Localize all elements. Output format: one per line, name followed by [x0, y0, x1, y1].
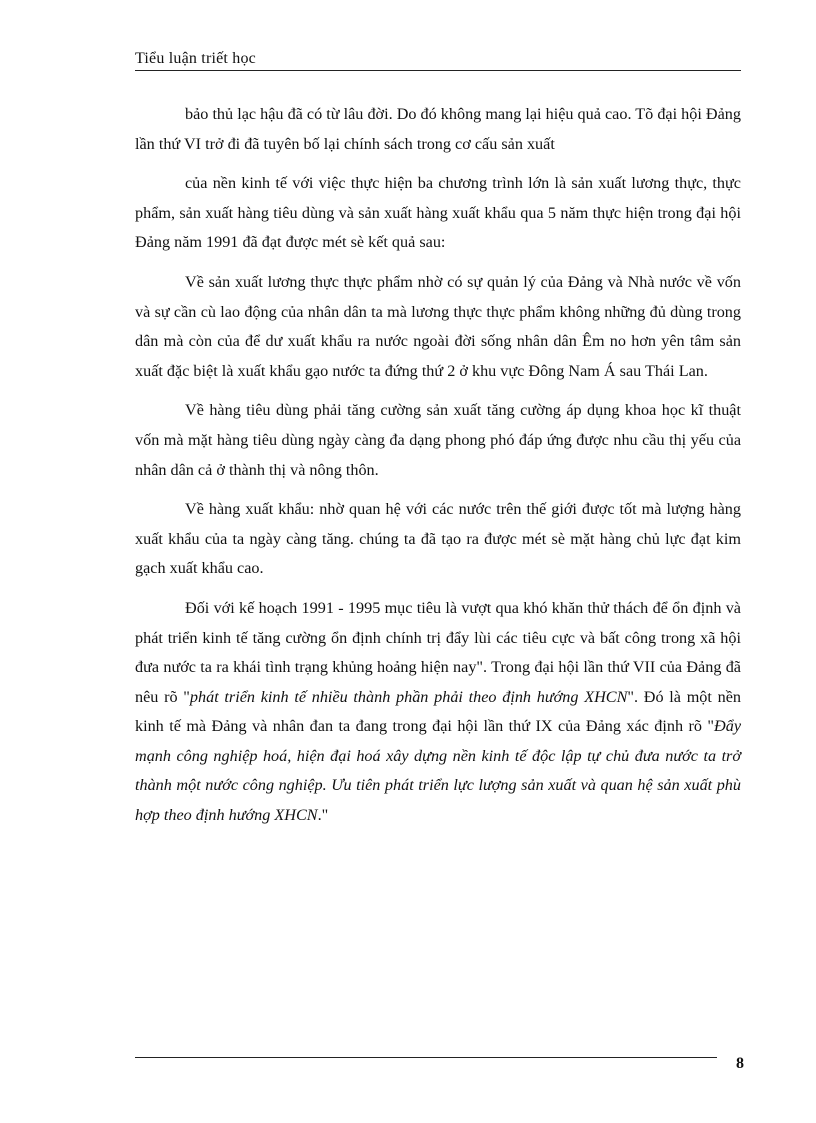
header-divider: [135, 70, 741, 71]
paragraph-6-quote-b: Đẩy mạnh công nghiệp hoá, hiện đại hoá xây dựng nền kinh tế độc lập tự chủ đưa nước ta trở thành một nước công nghiệp. Ưu tiên phát triển lực lượng sản xuất và quan hệ sản xuất phù hợp theo định hướng XHCN: [135, 717, 741, 825]
paragraph-2: của nền kinh tế với việc thực hiện ba chương trình lớn là sản xuất lương thực, thực phẩm, sản xuất hàng tiêu dùng và sản xuất hàng xuất khẩu qua 5 năm thực hiện trong đại hội Đảng năm 1991 đã đạt được mét sè kết quả sau:: [135, 174, 741, 252]
page-header-title: Tiểu luận triết học: [135, 50, 256, 67]
page-number: 8: [736, 1055, 744, 1072]
paragraph-6-quote-a: phát triển kinh tế nhiều thành phần phải theo định hướng XHCN: [189, 687, 628, 706]
document-body: [135, 100, 741, 841]
paragraph-5: Về hàng xuất khẩu: nhờ quan hệ với các nước trên thế giới được tốt mà lượng hàng xuất khẩu của ta ngày càng tăng. chúng ta đã tạo ra được mét sè mặt hàng chủ lực đạt kim gạch xuất khẩu cao.: [135, 500, 741, 578]
paragraph-1: bảo thủ lạc hậu đã có từ lâu đời. Do đó không mang lại hiệu quả cao. Tõ đại hội Đảng lần thứ VI trở đi đã tuyên bố lại chính sách trong cơ cấu sản xuất: [135, 105, 741, 153]
paragraph-4: Về hàng tiêu dùng phải tăng cường sản xuất tăng cường áp dụng khoa học kĩ thuật vốn mà mặt hàng tiêu dùng ngày càng đa dạng phong phó đáp ứng được nhu cầu thị yếu của nhân dân cả ở thành thị và nông thôn.: [135, 401, 741, 479]
paragraph-6-text-a: Đối với kế hoạch 1991 - 1995 mục tiêu là vượt qua khó khăn thử thách để ổn định và phát triển kinh tế tăng cường ổn định chính trị đẩy lùi các tiêu cực và bất công trong xã hội đưa nước ta ra khái tình trạng khủng hoảng hiện nay". Trong đại hội lần thứ VII của Đảng đã nêu rõ ": [135, 598, 741, 706]
paragraph-3: Về sản xuất lương thực thực phẩm nhờ có sự quản lý của Đảng và Nhà nước về vốn và sự cần cù lao động của nhân dân ta mà lương thực thực phẩm không những đủ dùng trong dân mà còn của để dư xuất khẩu ra nước ngoài đời sống nhân dân Êm no hơn yên tâm sản xuất đặc biệt là xuất khẩu gạo nước ta đứng thứ 2 ở khu vực Đông Nam Á sau Thái Lan.: [135, 272, 741, 380]
paragraph-6: [135, 594, 741, 831]
paragraph-6-text-c: .": [317, 806, 329, 825]
paragraph-6-text-b: ". Đó là một nền kinh tế mà Đảng và nhân đan ta đang trong đại hội lần thứ IX của Đảng xác định rõ ": [135, 687, 741, 736]
footer-divider: [135, 1057, 717, 1058]
